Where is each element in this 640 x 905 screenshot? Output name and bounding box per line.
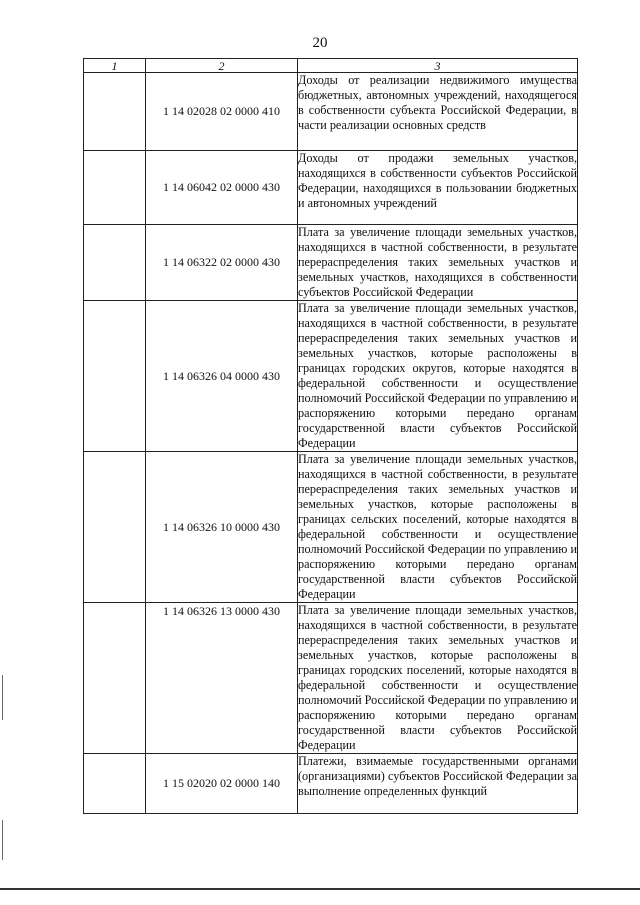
scan-bottom-edge xyxy=(0,888,640,890)
table-row xyxy=(84,452,578,603)
revenue-description: Доходы от продажи земельных участков, находящихся в собственности субъектов Российской Федерации, находящихся в пользовании бюджетных и автономных учреждений xyxy=(298,151,578,225)
revenue-description: Плата за увеличение площади земельных участков, находящихся в частной собственности, в результате перераспределения таких земельных участков и земельных участков, которые расположены в границах сельских поселений, которые находятся в федеральной собственности и осуществление полномочий Российской Федерации по управлению и распоряжению которыми передано органам государственной власти субъектов Российской Федерации xyxy=(298,452,577,601)
empty-cell xyxy=(84,73,146,151)
table-row xyxy=(84,754,578,814)
revenue-description: Плата за увеличение площади земельных участков, находящихся в частной собственности, в результате перераспределения таких земельных участков и земельных участков, которые расположены в границах городских округов, которые находятся в федеральной собственности и осуществление полномочий Российской Федерации по управлению и распоряжению которыми передано органам государственной власти субъектов Российской Федерации xyxy=(298,301,577,450)
empty-cell xyxy=(84,301,146,452)
revenue-code: 1 14 06326 13 0000 430 xyxy=(146,603,298,754)
table-row xyxy=(84,301,578,452)
empty-cell xyxy=(84,754,146,814)
empty-cell xyxy=(84,603,146,754)
table-row xyxy=(84,73,578,151)
revenue-code: 1 14 06326 04 0000 430 xyxy=(146,301,298,452)
revenue-code: 1 14 06322 02 0000 430 xyxy=(146,225,298,301)
column-header-2: 2 xyxy=(146,59,298,73)
revenue-code: 1 15 02020 02 0000 140 xyxy=(146,754,298,814)
table-row xyxy=(84,225,578,301)
revenue-description: Доходы от реализации недвижимого имущества бюджетных, автономных учреждений, находящегося в собственности субъекта Российской Федерации, в части реализации основных средств xyxy=(298,73,578,151)
scan-edge-mark xyxy=(2,820,3,860)
revenue-code: 1 14 02028 02 0000 410 xyxy=(146,73,298,151)
table-header-row xyxy=(84,59,578,73)
revenue-code: 1 14 06042 02 0000 430 xyxy=(146,151,298,225)
empty-cell xyxy=(84,225,146,301)
table-row xyxy=(84,151,578,225)
revenue-description: Платежи, взимаемые государственными органами (организациями) субъектов Российской Федерации за выполнение определенных функций xyxy=(298,754,578,814)
table-row xyxy=(84,603,578,754)
revenue-codes-table xyxy=(83,58,578,814)
revenue-description: Плата за увеличение площади земельных участков, находящихся в частной собственности, в результате перераспределения таких земельных участков и земельных участков, которые расположены в границах городских поселений, которые находятся в федеральной собственности и осуществление полномочий Российской Федерации по управлению и распоряжению которыми передано органам государственной власти субъектов Российской Федерации xyxy=(298,603,577,752)
empty-cell xyxy=(84,452,146,603)
column-header-1: 1 xyxy=(84,59,146,73)
empty-cell xyxy=(84,151,146,225)
revenue-description: Плата за увеличение площади земельных участков, находящихся в частной собственности, в результате перераспределения таких земельных участков и земельных участков, находящихся в собственности субъектов Российской Федерации xyxy=(298,225,577,299)
scan-edge-mark xyxy=(2,675,3,720)
revenue-code: 1 14 06326 10 0000 430 xyxy=(146,452,298,603)
column-header-3: 3 xyxy=(298,59,578,73)
page-number: 20 xyxy=(312,35,328,51)
